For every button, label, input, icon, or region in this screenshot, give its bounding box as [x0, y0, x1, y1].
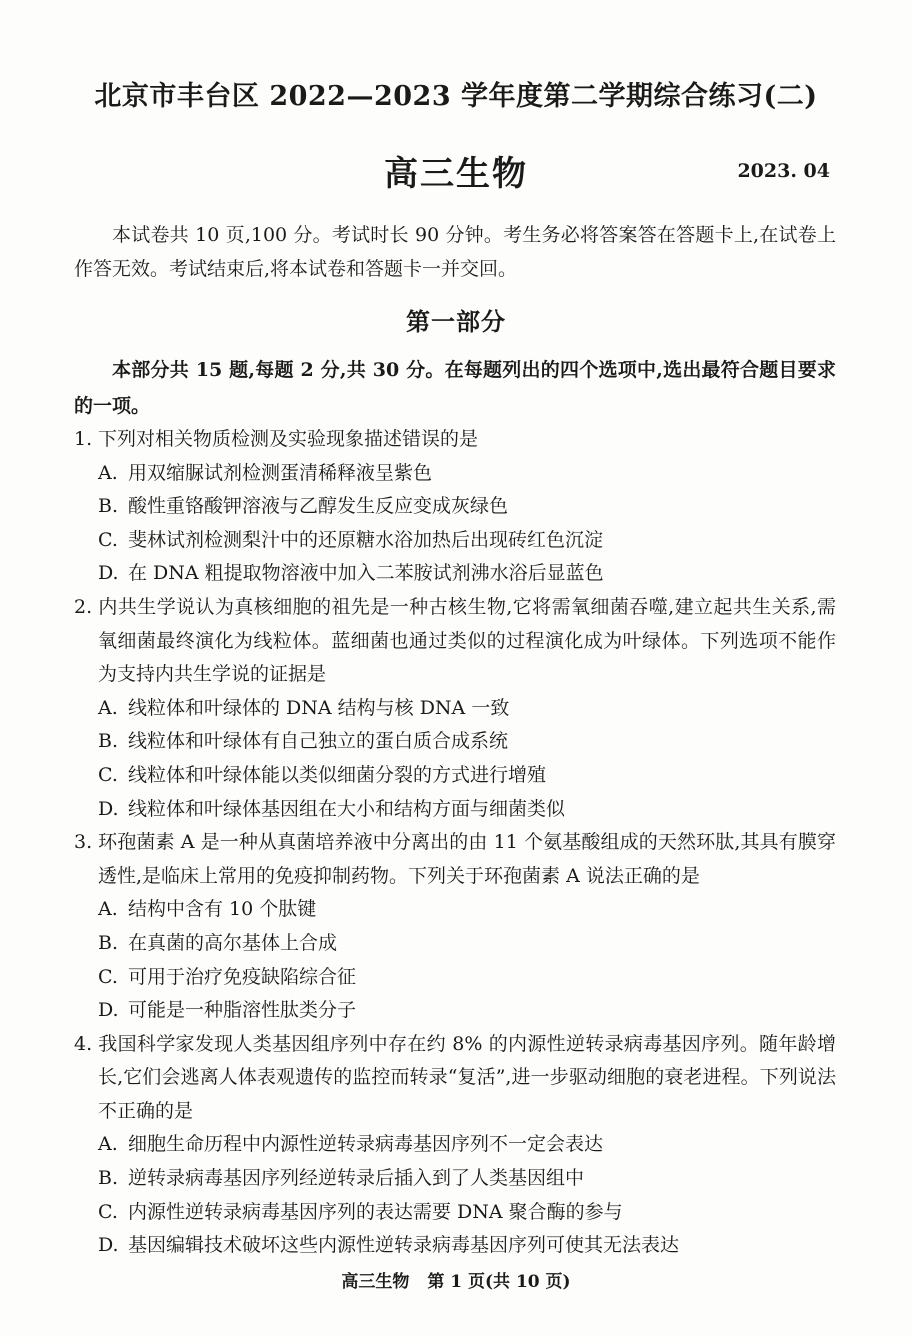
option-text: 内源性逆转录病毒基因序列的表达需要 DNA 聚合酶的参与 — [128, 1200, 623, 1223]
footer-page-number: 第 1 页(共 10 页) — [427, 1272, 571, 1292]
question-text: 我国科学家发现人类基因组序列中存在约 8% 的内源性逆转录病毒基因序列。随年龄增长,它们会逃离人体表观遗传的监控而转录“复活”,进一步驱动细胞的衰老进程。下列说法不正确的是 — [98, 1032, 836, 1122]
option-letter: D. — [98, 999, 119, 1022]
option-letter: A. — [98, 696, 118, 719]
option-text: 可用于治疗免疫缺陷综合征 — [128, 965, 357, 988]
option-letter: A. — [98, 898, 118, 921]
question-number: 1. — [74, 428, 93, 450]
option-a — [74, 692, 836, 726]
question-4 — [74, 1028, 836, 1263]
option-a — [74, 893, 836, 927]
option-letter: D. — [98, 797, 119, 820]
option-d — [74, 793, 836, 827]
option-letter: B. — [98, 1167, 119, 1190]
option-b — [74, 1162, 836, 1196]
option-letter: C. — [98, 528, 118, 551]
section-intro: 本部分共 15 题,每题 2 分,共 30 分。在每题列出的四个选项中,选出最符合题目要求的一项。 — [74, 359, 836, 417]
option-b — [74, 927, 836, 961]
option-text: 线粒体和叶绿体有自己独立的蛋白质合成系统 — [128, 730, 509, 753]
option-text: 可能是一种脂溶性肽类分子 — [128, 999, 357, 1022]
option-a — [74, 457, 836, 491]
option-d — [74, 994, 836, 1028]
question-2 — [74, 591, 836, 826]
subject-title: 高三生物 — [384, 154, 528, 194]
option-text: 结构中含有 10 个肽键 — [128, 898, 317, 921]
question-stem — [74, 423, 836, 457]
section-title: 第一部分 — [406, 307, 506, 336]
option-letter: A. — [98, 461, 118, 484]
option-d — [74, 1229, 836, 1263]
option-text: 逆转录病毒基因序列经逆转录后插入到了人类基因组中 — [128, 1167, 585, 1190]
option-d — [74, 557, 836, 591]
option-letter: C. — [98, 1200, 118, 1223]
option-a — [74, 1128, 836, 1162]
exam-date: 2023. 04 — [737, 160, 830, 182]
question-number: 3. — [74, 831, 93, 854]
option-text: 细胞生命历程中内源性逆转录病毒基因序列不一定会表达 — [128, 1133, 604, 1156]
option-text: 斐林试剂检测梨汁中的还原糖水浴加热后出现砖红色沉淀 — [128, 528, 604, 551]
option-b — [74, 725, 836, 759]
question-number: 4. — [74, 1032, 93, 1055]
question-stem — [74, 591, 836, 692]
option-text: 酸性重铬酸钾溶液与乙醇发生反应变成灰绿色 — [128, 495, 509, 518]
question-text: 环孢菌素 A 是一种从真菌培养液中分离出的由 11 个氨基酸组成的天然环肽,其具有膜穿透性,是临床上常用的免疫抑制药物。下列关于环孢菌素 A 说法正确的是 — [98, 831, 836, 887]
option-text: 用双缩脲试剂检测蛋清稀释液呈紫色 — [128, 461, 433, 484]
page-footer — [0, 1267, 912, 1292]
option-letter: B. — [98, 495, 119, 518]
option-letter: B. — [98, 931, 119, 954]
option-text: 基因编辑技术破坏这些内源性逆转录病毒基因序列可使其无法表达 — [128, 1234, 680, 1257]
option-c — [74, 524, 836, 558]
question-stem — [74, 826, 836, 893]
option-text: 在 DNA 粗提取物溶液中加入二苯胺试剂沸水浴后显蓝色 — [128, 562, 604, 585]
option-text: 线粒体和叶绿体的 DNA 结构与核 DNA 一致 — [128, 696, 510, 719]
option-text: 线粒体和叶绿体基因组在大小和结构方面与细菌类似 — [128, 797, 566, 820]
option-letter: C. — [98, 965, 118, 988]
option-c — [74, 759, 836, 793]
option-b — [74, 490, 836, 524]
option-letter: B. — [98, 730, 119, 753]
question-list — [74, 423, 836, 1263]
question-3 — [74, 826, 836, 1028]
option-letter: D. — [98, 1234, 119, 1257]
question-1 — [74, 423, 836, 591]
question-number: 2. — [74, 595, 93, 618]
option-letter: C. — [98, 763, 118, 786]
option-text: 在真菌的高尔基体上合成 — [128, 931, 338, 954]
option-c — [74, 1196, 836, 1230]
option-letter: D. — [98, 562, 119, 585]
option-c — [74, 961, 836, 995]
exam-instructions: 本试卷共 10 页,100 分。考试时长 90 分钟。考生务必将答案答在答题卡上,在试卷上作答无效。考试结束后,将本试卷和答题卡一并交回。 — [74, 224, 836, 280]
exam-title: 北京市丰台区 2022—2023 学年度第二学期综合练习(二) — [94, 81, 818, 112]
question-text: 内共生学说认为真核细胞的祖先是一种古核生物,它将需氧细菌吞噬,建立起共生关系,需氧细菌最终演化为线粒体。蓝细菌也通过类似的过程演化成为叶绿体。下列选项不能作为支持内共生学说的证据是 — [98, 595, 836, 686]
option-text: 线粒体和叶绿体能以类似细菌分裂的方式进行增殖 — [128, 763, 547, 786]
option-letter: A. — [98, 1133, 118, 1156]
footer-subject: 高三生物 — [341, 1272, 410, 1292]
question-text: 下列对相关物质检测及实验现象描述错误的是 — [98, 428, 479, 450]
question-stem — [74, 1028, 836, 1129]
